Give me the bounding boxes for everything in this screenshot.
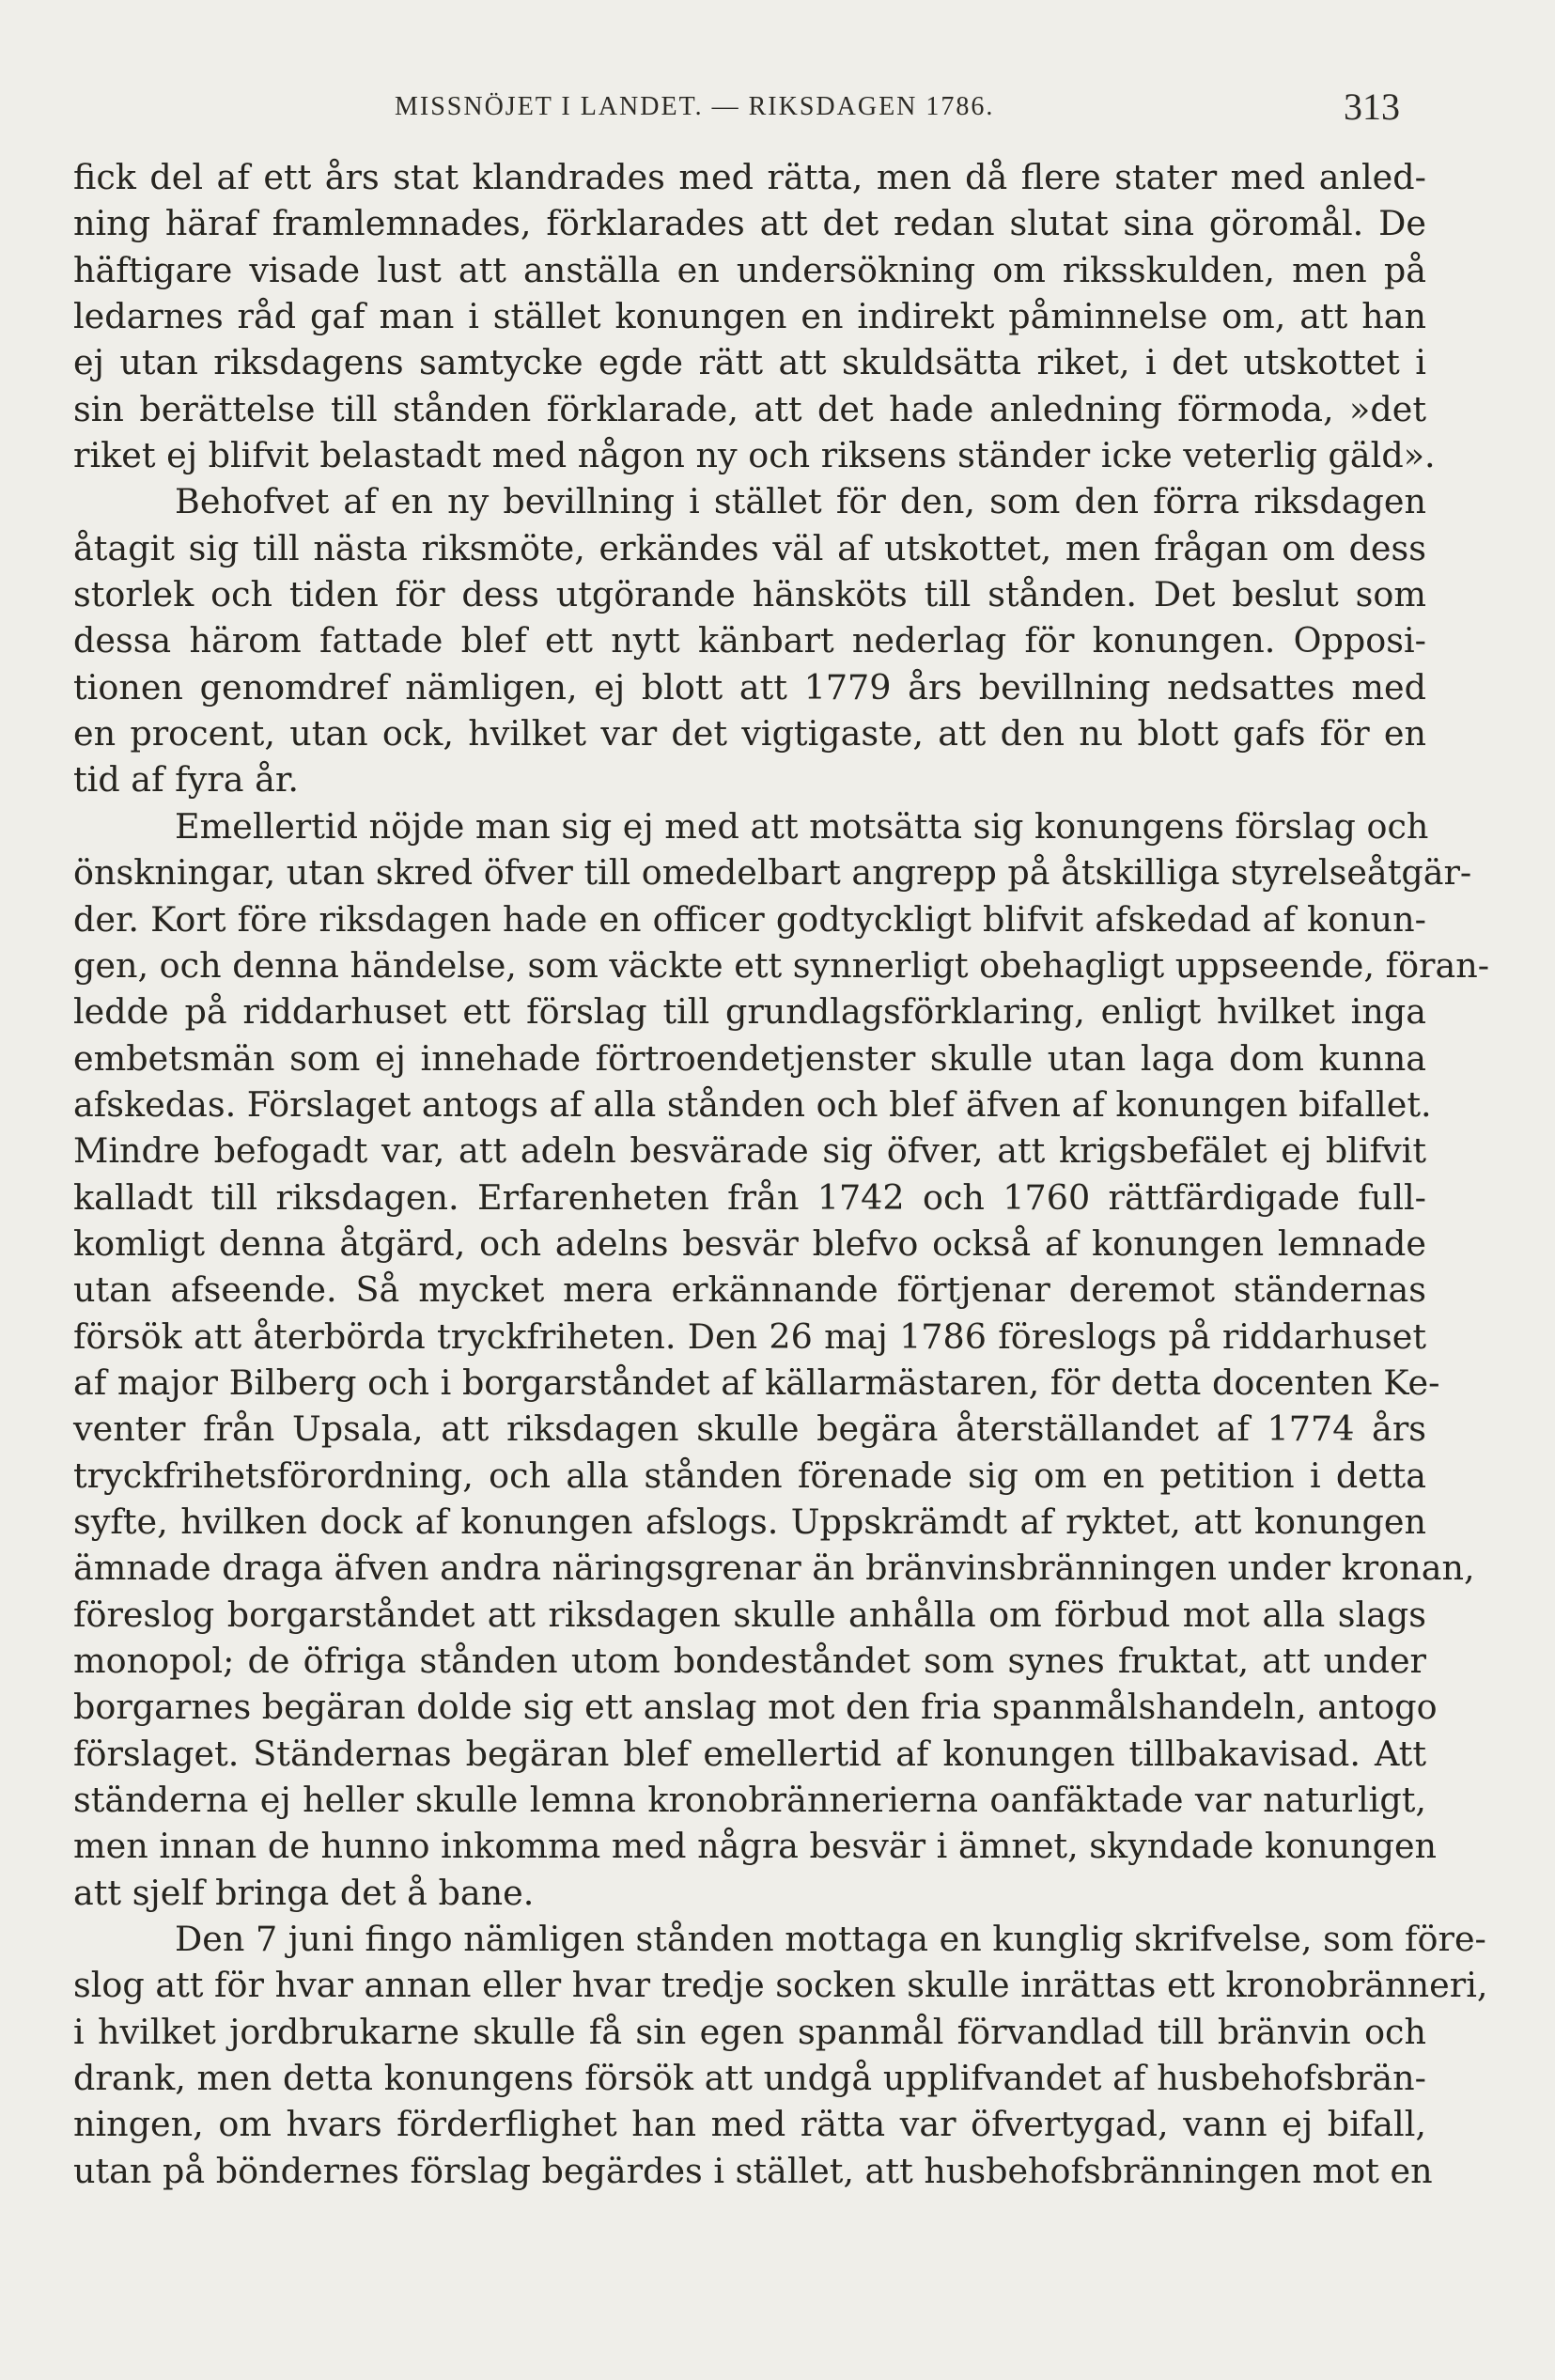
text-line: gen, och denna händelse, som väckte ett synnerligt obehagligt uppseende, föran- (73, 944, 1490, 986)
text-line: ningen, om hvars förderflighet han med rätta var öfvertygad, vann ej bifall, (73, 2104, 1426, 2145)
text-line: tid af fyra år. (73, 759, 299, 801)
text-line: utan afseende. Så mycket mera erkännande förtjenar deremot ständernas (73, 1269, 1426, 1311)
text-line: i hvilket jordbrukarne skulle få sin egen spanmål förvandlad till bränvin och (73, 2011, 1426, 2052)
text-line: ständerna ej heller skulle lemna kronobrännerierna oanfäktade var naturligt, (73, 1780, 1426, 1821)
text-line: försök att återbörda tryckfriheten. Den 26 maj 1786 föreslogs på riddarhuset (73, 1315, 1426, 1357)
body-text (73, 154, 1490, 2194)
text-line: ej utan riksdagens samtycke egde rätt att skuldsätta riket, i det utskottet i (73, 342, 1426, 383)
text-line: monopol; de öfriga stånden utom bondeståndet som synes fruktat, att under (73, 1641, 1426, 1681)
text-line: häftigare visade lust att anställa en undersökning om riksskulden, men på (73, 249, 1426, 290)
text-line: ledde på riddarhuset ett förslag till grundlagsförklaring, enligt hvilket inga (73, 991, 1426, 1033)
text-line: afskedas. Förslaget antogs af alla stånden och blef äfven af konungen bifallet. (73, 1083, 1432, 1125)
text-line: ämnade draga äfven andra näringsgrenar än bränvinsbränningen under kronan, (73, 1548, 1475, 1589)
text-line: dessa härom fattade blef ett nytt känbart nederlag för konungen. Opposi- (73, 620, 1426, 661)
text-line: riket ej blifvit belastadt med någon ny och riksens ständer icke veterlig gäld». (73, 435, 1436, 476)
text-line: embetsmän som ej innehade förtroendetjenster skulle utan laga dom kunna (73, 1037, 1426, 1079)
text-line: ledarnes råd gaf man i stället konungen en indirekt påminnelse om, att han (73, 296, 1426, 337)
text-line: men innan de hunno inkomma med några besvär i ämnet, skyndade konungen (73, 1826, 1438, 1867)
text-line: kalladt till riksdagen. Erfarenheten från 1742 och 1760 rättfärdigade full- (73, 1176, 1426, 1218)
text-line: föreslog borgarståndet att riksdagen skulle anhålla om förbud mot alla slags (73, 1594, 1426, 1635)
text-line: drank, men detta konungens försök att undgå upplifvandet af husbehofsbrän- (73, 2058, 1426, 2099)
text-line: Behofvet af en ny bevillning i stället för den, som den förra riksdagen (175, 481, 1426, 522)
text-line: en procent, utan ock, hvilket var det vigtigaste, att den nu blott gafs för en (73, 713, 1426, 754)
text-line: tryckfrihetsförordning, och alla stånden förenade sig om en petition i detta (73, 1454, 1426, 1496)
text-line: storlek och tiden för dess utgörande hänsköts till stånden. Det beslut som (73, 574, 1426, 615)
text-line: borgarnes begäran dolde sig ett anslag mot den fria spanmålshandeln, antogo (73, 1687, 1438, 1728)
text-line: åtagit sig till nästa riksmöte, erkändes väl af utskottet, men frågan om dess (73, 527, 1426, 568)
text-line: Mindre befogadt var, att adeln besvärade sig öfver, att krigsbefälet ej blifvit (73, 1130, 1426, 1172)
text-line: önskningar, utan skred öfver till omedelbart angrepp på åtskilliga styrelseåtgär- (73, 852, 1472, 894)
text-line: tionen genomdref nämligen, ej blott att 1779 års bevillning nedsattes med (73, 666, 1426, 708)
text-line: fick del af ett års stat klandrades med rätta, men då flere stater med anled- (73, 157, 1426, 197)
running-header: MISSNÖJET I LANDET. — RIKSDAGEN 1786. (395, 92, 995, 121)
text-line: slog att för hvar annan eller hvar tredje socken skulle inrättas ett kronobränneri, (73, 1965, 1488, 2006)
text-line: af major Bilberg och i borgarståndet af källarmästaren, för detta docenten Ke- (73, 1361, 1440, 1403)
text-line: Den 7 juni fingo nämligen stånden mottaga en kunglig skrifvelse, som före- (175, 1919, 1486, 1960)
text-line: ning häraf framlemnades, förklarades att det redan slutat sina göromål. De (73, 203, 1426, 244)
text-line: att sjelf bringa det å bane. (73, 1872, 535, 1913)
text-line: komligt denna åtgärd, och adelns besvär blefvo också af konungen lemnade (73, 1222, 1426, 1264)
text-line: der. Kort före riksdagen hade en officer godtyckligt blifvit afskedad af konun- (73, 898, 1426, 940)
text-line: venter från Upsala, att riksdagen skulle begära återställandet af 1774 års (73, 1408, 1426, 1450)
text-line: Emellertid nöjde man sig ej med att motsätta sig konungens förslag och (175, 805, 1429, 847)
text-line: utan på böndernes förslag begärdes i stället, att husbehofsbränningen mot en (73, 2150, 1433, 2191)
page-number: 313 (1344, 86, 1400, 128)
text-line: förslaget. Ständernas begäran blef emellertid af konungen tillbakavisad. Att (73, 1733, 1426, 1774)
text-line: sin berättelse till stånden förklarade, att det hade anledning förmoda, »det (73, 388, 1426, 429)
text-line: syfte, hvilken dock af konungen afslogs. Uppskrämdt af ryktet, att konungen (73, 1501, 1426, 1542)
